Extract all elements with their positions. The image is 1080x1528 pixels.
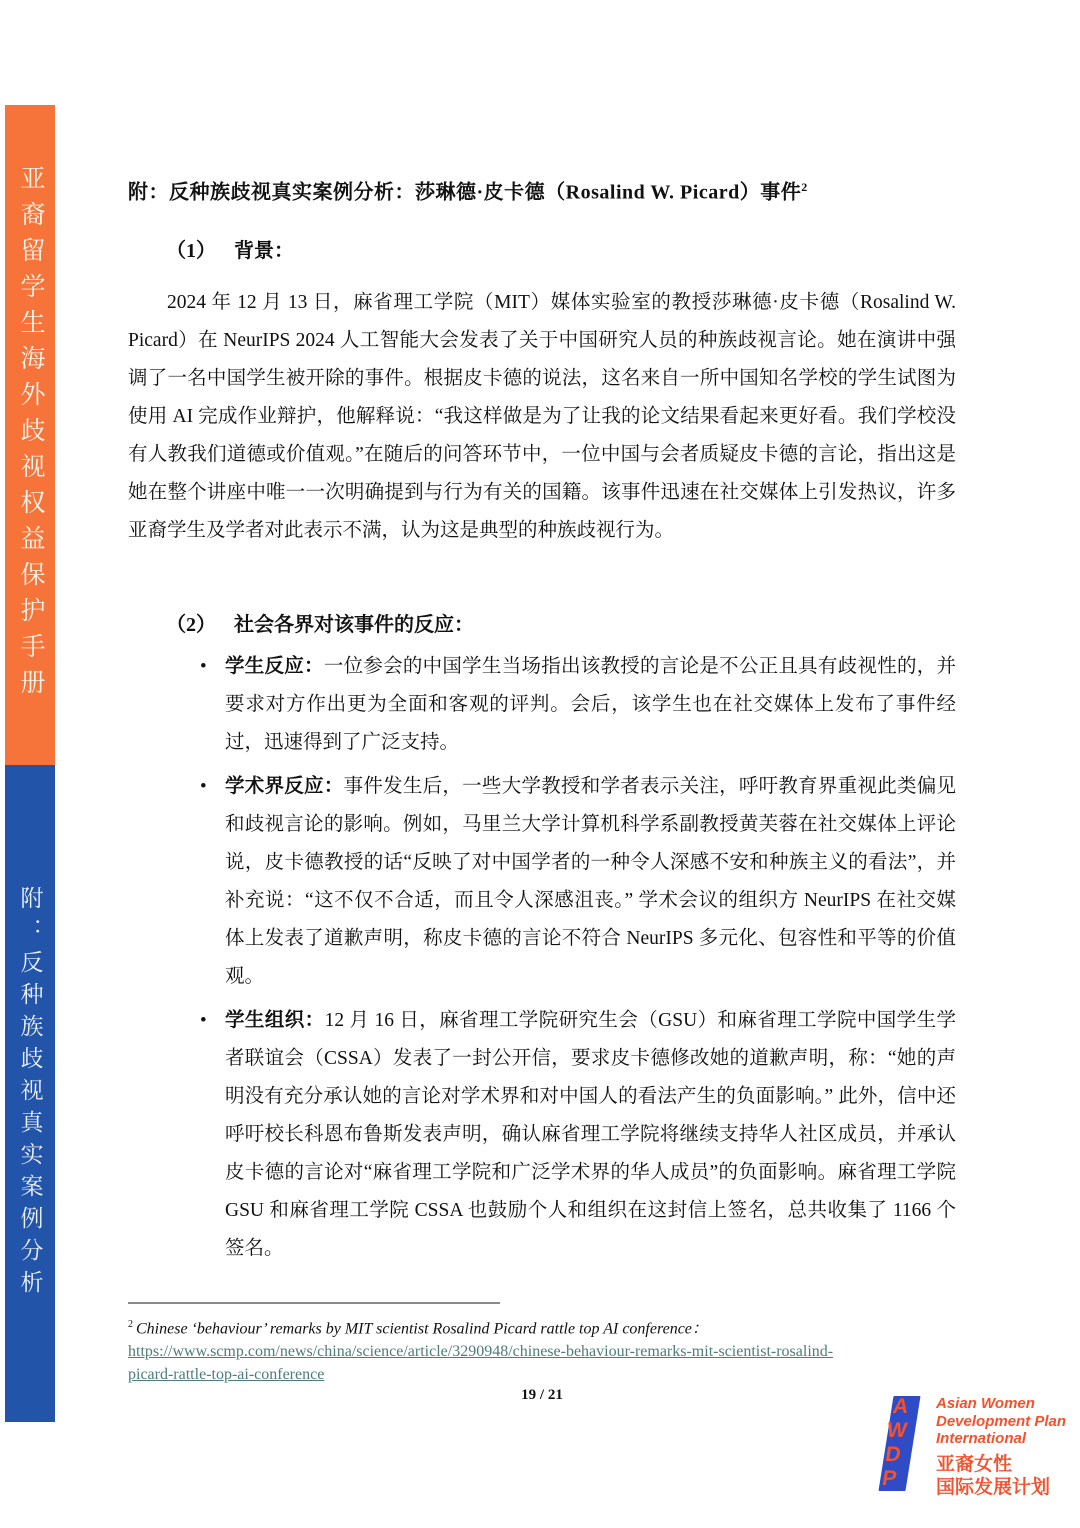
footnote-citation (128, 1313, 956, 1340)
section-heading-reactions (128, 610, 956, 640)
sidebar-appendix-title: 附：反种族歧视真实案例分析 (17, 885, 43, 1302)
background-paragraph: 2024 年 12 月 13 日，麻省理工学院（MIT）媒体实验室的教授莎琳德·皮卡德（Rosalind W. Picard）在 NeurIPS 2024 人工智能大会发表了关于中国研究人员的种族歧视言论。她在演讲中强调了一名中国学生被开除的事件。根据皮卡德的说法，这名来自一所中国知名学校的学生试图为使用 AI 完成作业辩护，他解释说：“我这样做是为了让我的论文结果看起来更好看。我们学校没有人教我们道德或价值观。”在随后的问答环节中，一位中国与会者质疑皮卡德的言论，指出这是她在整个讲座中唯一一次明确提到与行为有关的国籍。该事件迅速在社交媒体上引发热议，许多亚裔学生及学者对此表示不满，认为这是典型的种族歧视行为。 (128, 291, 956, 541)
sidebar-handbook-band (5, 105, 55, 765)
page-title (128, 172, 956, 208)
bullet-icon: • (200, 775, 207, 797)
logo-letter: P (880, 1467, 899, 1490)
document-content (128, 172, 956, 1274)
logo-line: 亚裔女性 (936, 1453, 1013, 1475)
list-item-student-reaction (128, 648, 956, 762)
section-heading-background (128, 236, 956, 266)
bullet-text: 12 月 16 日，麻省理工学院研究生会（GSU）和麻省理工学院中国学生学者联谊会（CSSA）发表了一封公开信，要求皮卡德修改她的道歉声明，称：“她的声明没有充分承认她的言论对学术界和对中国人的看法产生的负面影响。” 此外，信中还呼吁校长科恩布鲁斯发表声明，确认麻省理工学院将继续支持华人社区成员，并承认皮卡德的言论对“麻省理工学院和广泛学术界的华人成员”的负面影响。麻省理工学院 GSU 和麻省理工学院 CSSA 也鼓励个人和组织在这封信上签名，总共收集了 1166 个签名。 (225, 1009, 956, 1259)
logo-letter: A (891, 1395, 911, 1418)
section-number: （1） (166, 239, 216, 262)
logo-line: Asian Women (936, 1395, 1035, 1412)
footnote-separator (128, 1302, 500, 1304)
bullet-text: 事件发生后，一些大学教授和学者表示关注，呼吁教育界重视此类偏见和歧视言论的影响。例如，马里兰大学计算机科学系副教授黄芙蓉在社交媒体上评论说，皮卡德教授的话“反映了对中国学者的一种令人深感不安和种族主义的看法”，并补充说：“这不仅不合适，而且令人深感沮丧。” 学术会议的组织方 NeurIPS 在社交媒体上发表了道歉声明，称皮卡德的言论不符合 NeurIPS 多元化、包容性和平等的价值观。 (225, 775, 956, 987)
list-item-student-orgs (128, 1002, 956, 1268)
awdp-logo (878, 1392, 1078, 1504)
section-number: （2） (166, 613, 216, 636)
footnote-reference-mark: 2 (801, 180, 808, 194)
section-label: 社会各界对该事件的反应： (234, 613, 474, 636)
list-item-academia-reaction (128, 768, 956, 996)
page-number: 19 / 21 (521, 1387, 563, 1403)
sidebar-appendix-band (5, 765, 55, 1422)
bullet-label: 学生组织： (225, 1009, 325, 1031)
logo-line: 国际发展计划 (936, 1476, 1051, 1498)
bullet-label: 学生反应： (225, 655, 324, 677)
logo-name-chinese (936, 1453, 1066, 1499)
footnote-hyperlink-line1[interactable]: https://www.scmp.com/news/china/science/article/3290948/chinese-behaviour-remarks-mit-scientist-rosalind- (128, 1343, 834, 1361)
section-label: 背景： (234, 239, 294, 262)
sidebar-handbook-title: 亚裔留学生海外歧视权益保护手册 (17, 165, 44, 705)
footnote-number: 2 (128, 1319, 133, 1330)
reactions-list (128, 648, 956, 1268)
logo-letter: W (885, 1419, 909, 1442)
footnote-hyperlink-line2[interactable]: picard-rattle-top-ai-conference (128, 1366, 325, 1384)
logo-name-english (936, 1395, 1066, 1448)
bullet-icon: • (200, 1009, 207, 1031)
logo-wordmark (936, 1395, 1066, 1499)
footnote (128, 1302, 956, 1386)
page-title-text: 附：反种族歧视真实案例分析：莎琳德·皮卡德（Rosalind W. Picard）事件 (128, 181, 802, 204)
logo-letter: D (883, 1443, 903, 1466)
footnote-citation-text: Chinese ‘behaviour’ remarks by MIT scientist Rosalind Picard rattle top AI conference： (136, 1320, 708, 1338)
logo-line: Development Plan (936, 1412, 1067, 1430)
logo-line: International (936, 1430, 1027, 1447)
bullet-label: 学术界反应： (225, 775, 344, 797)
bullet-icon: • (200, 655, 207, 677)
bullet-text: 一位参会的中国学生当场指出该教授的言论是不公正且具有歧视性的，并要求对方作出更为全面和客观的评判。会后，该学生也在社交媒体上发布了事件经过，迅速得到了广泛支持。 (225, 655, 956, 753)
